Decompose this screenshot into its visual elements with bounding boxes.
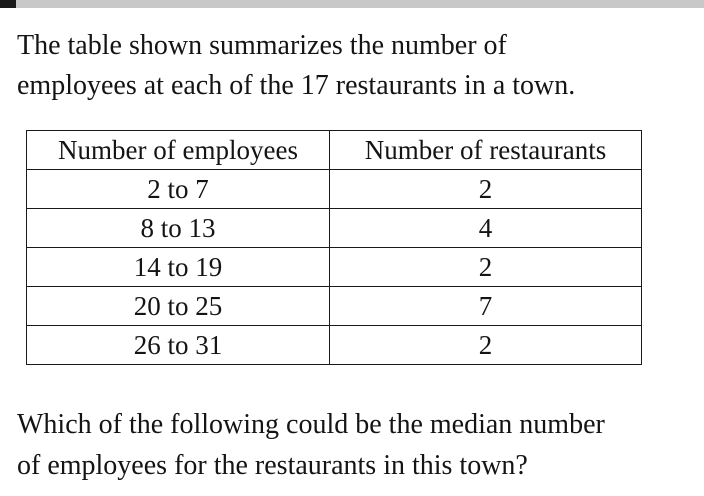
header-number-of-restaurants: Number of restaurants bbox=[330, 131, 642, 170]
top-divider-mark bbox=[0, 0, 16, 8]
intro-line: employees at each of the 17 restaurants in a town. bbox=[17, 70, 576, 101]
employees-table bbox=[26, 130, 642, 365]
intro-line: The table shown summarizes the number of bbox=[17, 30, 507, 61]
table-header-row bbox=[27, 131, 642, 170]
question-line: Which of the following could be the median number bbox=[17, 409, 605, 440]
table-row bbox=[27, 170, 642, 209]
employees-range-cell: 20 to 25 bbox=[27, 287, 330, 326]
restaurant-count-cell: 2 bbox=[330, 170, 642, 209]
table-row bbox=[27, 209, 642, 248]
restaurant-count-cell: 2 bbox=[330, 248, 642, 287]
restaurant-count-cell: 2 bbox=[330, 326, 642, 365]
header-number-of-employees: Number of employees bbox=[27, 131, 330, 170]
employees-range-cell: 2 to 7 bbox=[27, 170, 330, 209]
employees-range-cell: 26 to 31 bbox=[27, 326, 330, 365]
restaurant-count-cell: 7 bbox=[330, 287, 642, 326]
table-row bbox=[27, 287, 642, 326]
question-paragraph bbox=[17, 404, 702, 486]
table-row bbox=[27, 248, 642, 287]
restaurant-count-cell: 4 bbox=[330, 209, 642, 248]
employees-range-cell: 14 to 19 bbox=[27, 248, 330, 287]
employees-range-cell: 8 to 13 bbox=[27, 209, 330, 248]
table-row bbox=[27, 326, 642, 365]
top-divider-bar bbox=[0, 0, 704, 8]
question-line: of employees for the restaurants in this town? bbox=[17, 450, 528, 481]
intro-paragraph bbox=[17, 26, 697, 106]
